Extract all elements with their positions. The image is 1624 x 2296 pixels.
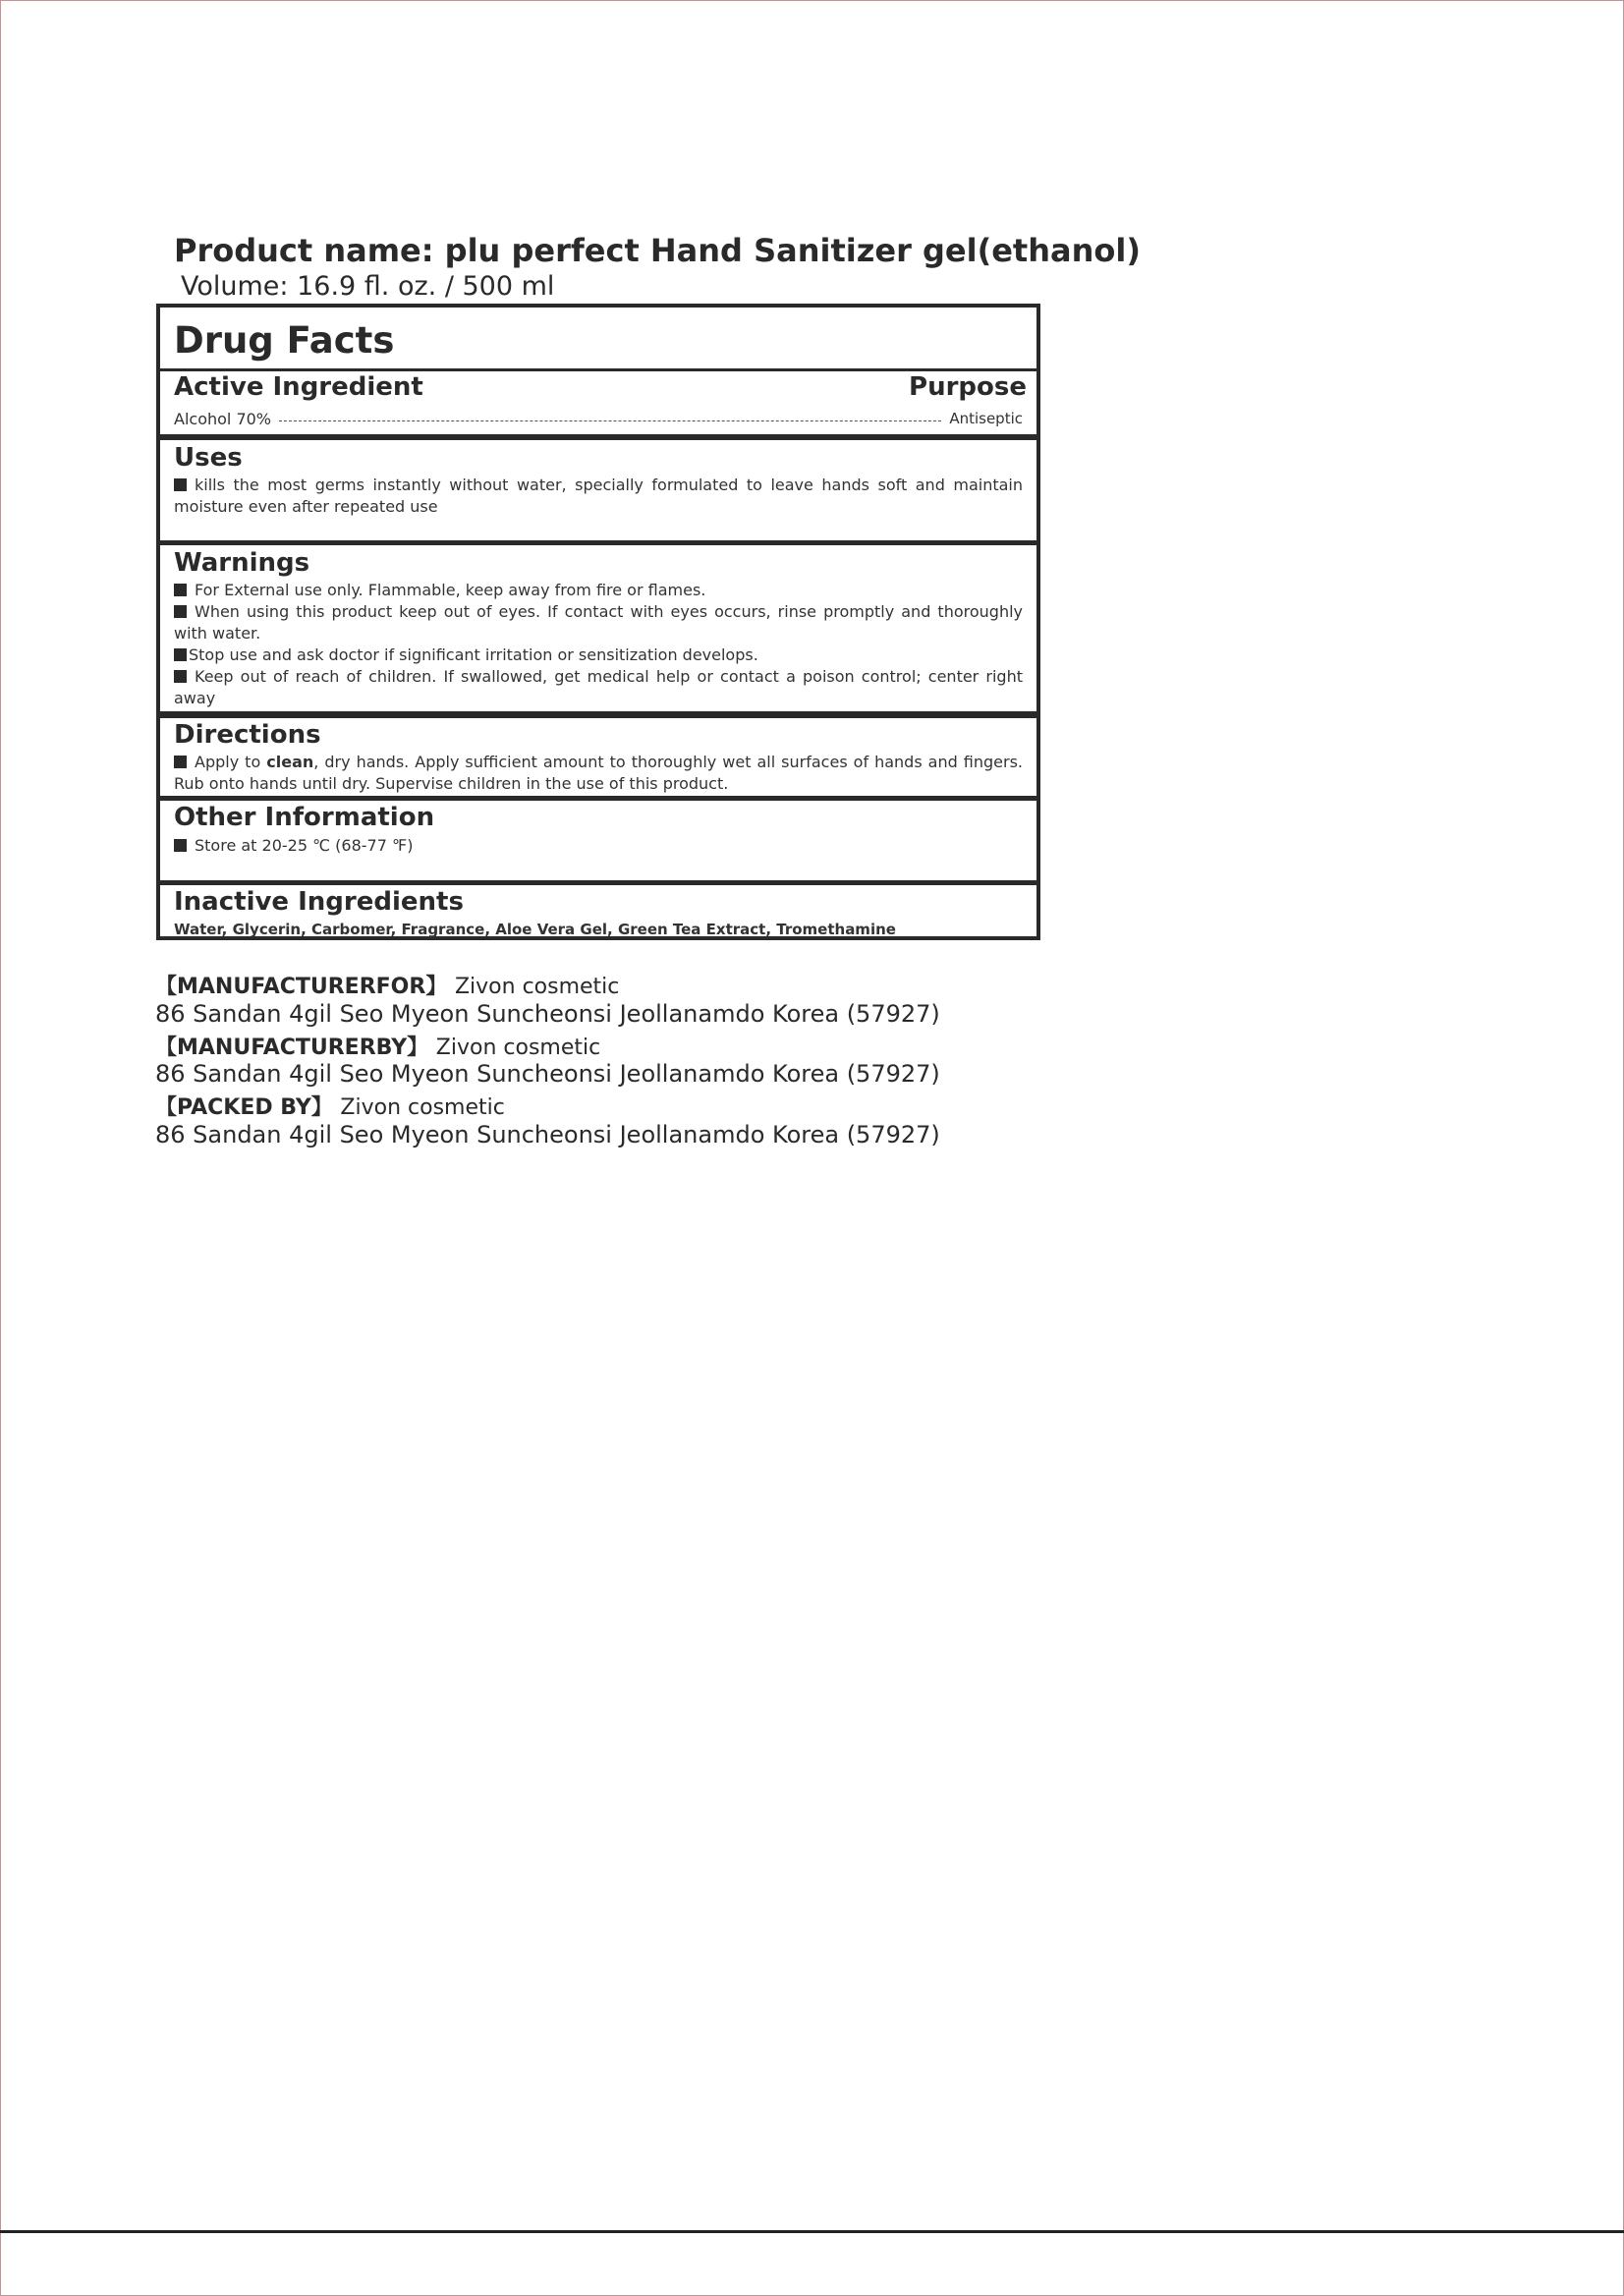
bullet-icon <box>174 839 187 852</box>
divider <box>160 540 1036 545</box>
divider <box>160 711 1036 718</box>
active-ingredient-purpose: Antiseptic <box>949 410 1023 427</box>
uses-text <box>174 475 1023 518</box>
manufacturer-for-label: 【MANUFACTURERFOR】 <box>155 975 448 999</box>
manufacturer-by-line <box>155 1031 600 1061</box>
uses-item: kills the most germs instantly without water, specially formulated to leave hands soft and maintain moisture even after repeated use <box>174 476 1023 516</box>
manufacturer-by-name: Zivon cosmetic <box>435 1036 601 1060</box>
dotted-leader <box>279 420 941 421</box>
manufacturer-by-address: 86 Sandan 4gil Seo Myeon Suncheonsi Jeollanamdo Korea (57927) <box>155 1060 940 1088</box>
packed-by-name: Zivon cosmetic <box>340 1095 505 1120</box>
divider <box>160 434 1036 440</box>
warnings-text <box>174 580 1023 709</box>
inactive-ingredients-heading: Inactive Ingredients <box>174 887 464 917</box>
packed-by-line <box>155 1091 505 1121</box>
drug-facts-title: Drug Facts <box>174 319 395 362</box>
active-ingredient-row <box>174 408 1023 429</box>
warning-item: For External use only. Flammable, keep away from fire or flames. <box>174 580 1023 601</box>
active-ingredient-name: Alcohol 70% <box>174 409 271 428</box>
uses-heading: Uses <box>174 443 243 473</box>
bullet-icon <box>174 478 187 491</box>
other-information-text: Store at 20-25 ℃ (68-77 ℉) <box>174 835 1023 857</box>
other-information-heading: Other Information <box>174 803 435 832</box>
warning-item: Stop use and ask doctor if significant irritation or sensitization develops. <box>174 644 1023 666</box>
bullet-icon <box>174 756 187 768</box>
packed-by-label: 【PACKED BY】 <box>155 1095 333 1120</box>
bullet-icon <box>174 605 187 618</box>
manufacturer-by-label: 【MANUFACTURERBY】 <box>155 1036 429 1060</box>
directions-text: Apply to clean, dry hands. Apply sufficient amount to thoroughly wet all surfaces of hands and fingers. Rub onto hands until dry. Supervise children in the use of this product. <box>174 753 1023 793</box>
warning-item: When using this product keep out of eyes. If contact with eyes occurs, rinse promptly and thoroughly with water. <box>174 602 1023 643</box>
purpose-heading: Purpose <box>909 372 1027 402</box>
directions-heading: Directions <box>174 720 321 750</box>
warning-item: Keep out of reach of children. If swallowed, get medical help or contact a poison control; center right away <box>174 667 1023 707</box>
manufacturer-for-name: Zivon cosmetic <box>454 975 620 999</box>
bullet-icon <box>174 584 187 596</box>
inactive-ingredients-text: Water, Glycerin, Carbomer, Fragrance, Aloe Vera Gel, Green Tea Extract, Tromethamine <box>174 921 896 938</box>
bottom-rule <box>0 2230 1624 2233</box>
bullet-icon <box>174 670 187 683</box>
manufacturer-for-address: 86 Sandan 4gil Seo Myeon Suncheonsi Jeollanamdo Korea (57927) <box>155 1000 940 1028</box>
warnings-heading: Warnings <box>174 548 310 578</box>
product-name: Product name: plu perfect Hand Sanitizer gel(ethanol) <box>174 232 1141 269</box>
bullet-icon <box>174 648 187 661</box>
divider <box>160 880 1036 885</box>
active-ingredient-heading: Active Ingredient <box>174 372 423 402</box>
divider <box>160 368 1036 371</box>
volume: Volume: 16.9 fl. oz. / 500 ml <box>181 271 555 302</box>
packed-by-address: 86 Sandan 4gil Seo Myeon Suncheonsi Jeollanamdo Korea (57927) <box>155 1121 940 1148</box>
drug-facts-panel <box>156 304 1040 940</box>
manufacturer-for-line <box>155 970 619 1000</box>
divider <box>160 796 1036 801</box>
